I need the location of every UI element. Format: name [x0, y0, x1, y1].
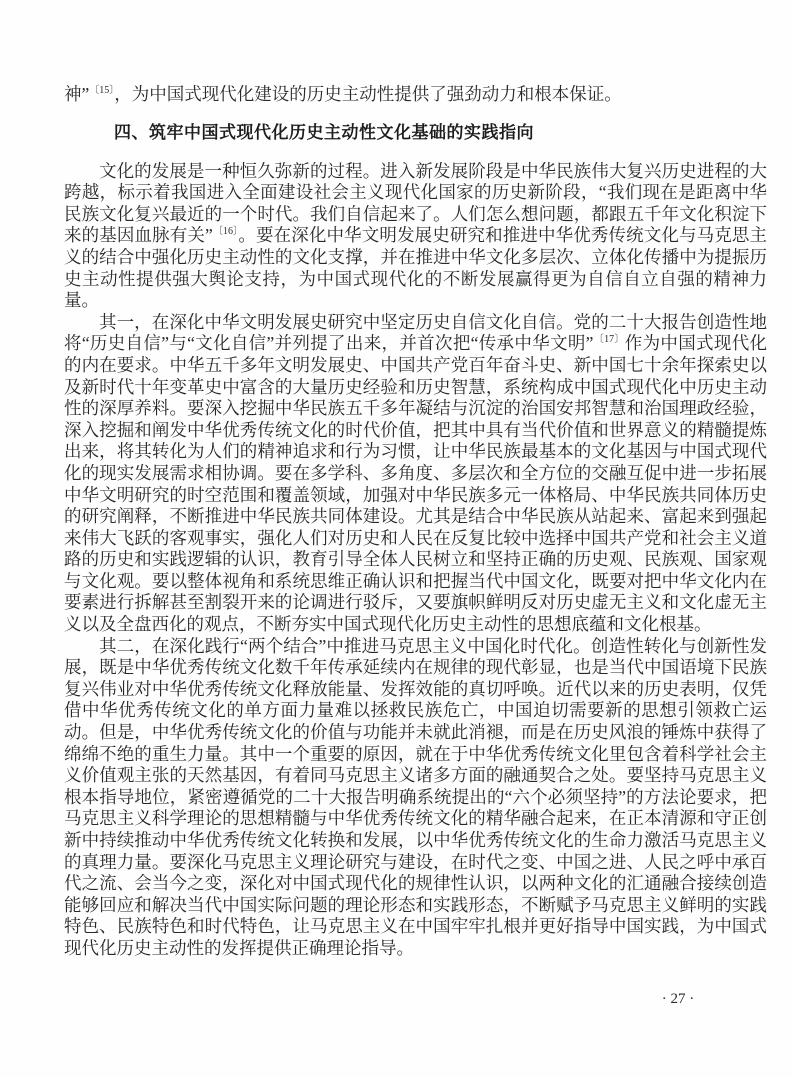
text-run: 神”: [64, 84, 90, 104]
body-paragraph: [64, 312, 767, 636]
text-run: 其一，在深化中华文明发展史研究中坚定历史自信文化自信。党的二十大报告创造性地将“历史自信”与“文化自信”并列提了出来，并首次把“传承中华文明”: [64, 311, 767, 354]
text-run: 文化的发展是一种恒久弥新的过程。进入新发展阶段是中华民族伟大复兴历史进程的大跨越，标示着我国进入全面建设社会主义现代化国家的历史新阶段，“我们现在是距离中华民族文化复兴最近的一个时代。我们自信起来了。人们怎么想问题，都跟五千年文化积淀下来的基因血脉有关”: [64, 160, 767, 246]
body-paragraph: [64, 161, 767, 312]
body-paragraph: [64, 636, 767, 960]
text-run: 作为中国式现代化的内在要求。中华五千多年文明发展史、中国共产党百年奋斗史、新中国七十余年探索史以及新时代十年变革史中富含的大量历史经验和历史智慧，系统构成中国式现代化中历史主动性的深厚养料。要深入挖掘中华民族五千多年凝结与沉淀的治国安邦智慧和治国理政经验，深入挖掘和阐发中华优秀传统文化的时代价值，把其中具有当代价值和世界意义的精髓提炼出来，将其转化为人们的精神追求和行为习惯，让中华民族最基本的文化基因与中国式现代化的现实发展需求相协调。要在多学科、多角度、多层次和全方位的交融互促中进一步拓展中华文明研究的时空范围和覆盖领域，加强对中华民族多元一体格局、中华民族共同体历史的研究阐释，不断推进中华民族共同体建设。尤其是结合中华民族从站起来、富起来到强起来伟大飞跃的客观事实，强化人们对历史和人民在反复比较中选择中国共产党和社会主义道路的历史和实践逻辑的认识，教育引导全体人民树立和坚持正确的历史观、民族观、国家观与文化观。要以整体视角和系统思维正确认识和把握当代中国文化，既要对把中华文化内在要素进行拆解甚至割裂开来的论调进行驳斥，又要旗帜鲜明反对历史虚无主义和文化虚无主义以及全盘西化的观点，不断夯实中国式现代化历史主动性的思想底蕴和文化根基。: [64, 333, 768, 635]
text-run: 其二，在深化践行“两个结合”中推进马克思主义中国化时代化。创造性转化与创新性发展，既是中华优秀传统文化数千年传承延续内在规律的现代彰显，也是当代中国语境下民族复兴伟业对中华优秀传统文化释放能量、发挥效能的真切呼唤。近代以来的历史表明，仅凭借中华优秀传统文化的单方面力量难以拯救民族危亡，中国迫切需要新的思想引领救亡运动。但是，中华优秀传统文化的价值与功能并未就此消褪，而是在历史风浪的锤炼中获得了绵绵不绝的重生力量。其中一个重要的原因，就在于中华优秀传统文化里包含着科学社会主义价值观主张的天然基因，有着同马克思主义诸多方面的融通契合之处。要坚持马克思主义根本指导地位，紧密遵循党的二十大报告明确系统提出的“六个必须坚持”的方法论要求，把马克思主义科学理论的思想精髓与中华优秀传统文化的精华融合起来，在正本清源和守正创新中持续推动中华优秀传统文化转换和发展，以中华优秀传统文化的生命力激活马克思主义的真理力量。要深化马克思主义理论研究与建设，在时代之变、中国之进、人民之呼中承百代之流、会当今之变，深化对中国式现代化的规律性认识，以两种文化的汇通融合接续创造能够回应和解决当代中国实际问题的理论形态和实践形态，不断赋予马克思主义鲜明的实践特色、民族特色和时代特色，让马克思主义在中国牢牢扎根并更好指导中国实践，为中国式现代化历史主动性的发挥提供正确理论指导。: [64, 635, 767, 958]
footnote-reference: 〔15〕: [89, 85, 115, 97]
footnote-reference: 〔17〕: [593, 334, 625, 346]
section-heading: 四、筑牢中国式现代化历史主动性文化基础的实践指向: [114, 122, 534, 142]
page-number: · 27 ·: [661, 991, 695, 1007]
text-run: ，为中国式现代化建设的历史主动性提供了强劲动力和根本保证。: [114, 84, 622, 104]
footnote-reference: 〔16〕: [212, 226, 239, 238]
text-run: 。要在深化中华文明发展史研究和推进中华优秀传统文化与马克思主义的结合中强化历史主动性的文化支撑，并在推进中华文化多层次、立体化传播中为提振历史主动性提供强大舆论支持，为中国式现代化的不断发展赢得更为自信自立自强的精神力量。: [64, 225, 768, 311]
continuation-paragraph: [64, 84, 767, 106]
paragraph-list: [64, 161, 767, 960]
text-column: [64, 84, 767, 960]
